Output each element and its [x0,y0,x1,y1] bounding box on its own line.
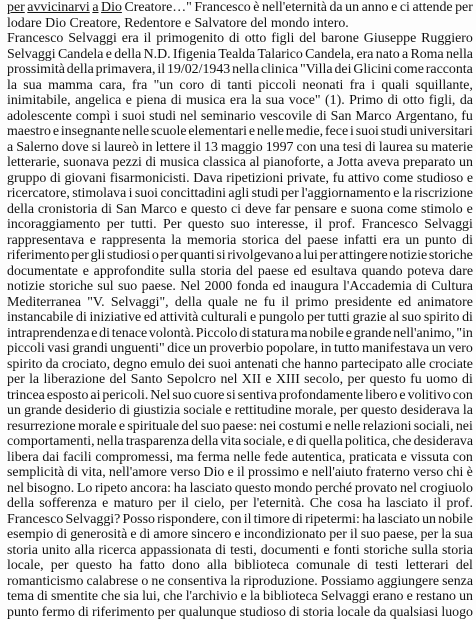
text-line: Francesco Selvaggi era il primogenito di otto figli del barone Giuseppe Ruggiero [7,31,473,46]
text-line: libera dai facili compromessi, ma ferma nelle fede autentica, praticata e vissuta con [7,449,473,465]
text-line: spirito da crociato, degno emulo dei suoi antenati che hanno partecipato alle crociate [7,356,473,372]
text-line: esempio di generosità e di amore sincero e incondizionato per il suo paese, per la sua [7,527,473,542]
text-line: riferimento per gli studiosi o per quanti si rivolgevano a lui per attingere notizie storiche [7,248,473,263]
text-line: della sofferenza e maturo per il cielo, per l'eternità. Che cosa ha lasciato il prof. [7,496,473,511]
text-line: la sua mamma cara, fra "un coro di tanti piccoli neonati fra i quali squillante, [7,77,473,93]
text-line: Mediterranea "V. Selvaggi", della quale ne fu il primo presidente ed animatore [7,294,473,310]
text-line: tema di smentite che sia lui, che l'archivio e la biblioteca Selvaggi erano e restano un [7,589,473,604]
text-line: letterarie, suonava pezzi di musica classica al pianoforte, a Jotta aveva preparato un [7,155,473,170]
text-line: comportamenti, nella trasparenza della vita sociale, e di quella politica, che desiderava [7,434,473,449]
text-line: storia unito alla ricerca appassionata di testi, documenti e fonti storiche sulla storia [7,542,473,558]
text-line: adolescente compì i suoi studi nel seminario vescovile di San Marco Argentano, fu [7,108,473,124]
text-line: notizie storiche sul suo paese. Nel 2000 fonda ed inaugura l'Accademia di Cultura [7,279,473,294]
text-line: ricercatore, stimolava i suoi concittadini agli studi per l'aggiornamento e la riscrizione [7,186,473,201]
text-line: gruppo di giovani fisarmonicisti. Dava ripetizioni private, fu attivo come studioso e [7,170,473,186]
text-line: a Salerno dove si laureò in lettere il 13 maggio 1997 con una tesi di laurea su materie [7,139,473,155]
text-line: instancabile di iniziative ed attività culturali e pungolo per tutti grazie al suo spirito di [7,310,473,325]
text-line: lodare Dio Creatore, Redentore e Salvatore del mondo intero. [7,15,349,31]
text-line: resurrezione morale e spirituale del suo paese: nei costumi e nelle relazioni sociali, nei [7,418,473,434]
text-line: nel bisogno. Lo ripeto ancora: ha lasciato questo mondo perché provato nel crogiuolo [7,480,473,496]
text-line: locale, per questo ha fatto dono alla biblioteca comunale di testi letterari del [7,558,473,573]
text-line: Francesco Selvaggi? Posso rispondere, con il timore di ripetermi: ha lasciato un nobile [7,511,473,527]
text-line: incoraggiamento per tutti. Per questo suo interesse, il prof. Francesco Selvaggi [7,217,473,232]
text-line: Selvaggi Candela e della N.D. Ifigenia Tealda Talarico Candela, era nato a Roma nella [7,46,473,62]
text-line: piccoli vasi grandi unguenti" dice un proverbio popolare, in tutto manifestava un vero [7,341,473,356]
text-line: inimitabile, angelica e piena di musica era la sua voce" (1). Primo di otto figli, da [7,93,473,108]
text-line: per avvicinarvi a Dio Creatore…" Francesco è nell'eternità da un anno e ci attende per [7,0,473,15]
text-line: rappresentava e rappresenta la memoria storica del paese infatti era un punto di [7,232,473,248]
text-line: trincea esposto ai pericoli. Nel suo cuore si sentiva profondamente libero e volitivo con [7,387,473,403]
text-line: documentate e approfondite sulla storia del paese ed esultava quando poteva dare [7,263,473,279]
text-line: punto fermo di riferimento per qualunque studioso di storia locale da qualsiasi luogo [7,604,473,620]
text-line: un grande desiderio di giustizia sociale e rettitudine morale, per questo desiderava la [7,403,473,418]
text-line: della cronistoria di San Marco e questo ci deve far pensare e suona come stimolo e [7,201,473,217]
text-line: prossimità della primavera, il 19/02/1943 nella clinica "Villa dei Glicini come racconta [7,62,473,77]
text-line: intraprendenza e di tenace volontà. Piccolo di statura ma nobile e grande nell'animo, "in [7,325,473,341]
document-body-text [7,0,473,620]
text-line: semplicità di vita, nell'amore verso Dio e il prossimo e nell'aiuto fraterno verso chi è [7,465,473,480]
text-line: maestro e insegnante nelle scuole elementari e nelle medie, fece i suoi studi universitari [7,124,473,139]
text-line: per la liberazione del Santo Sepolcro nel XII e XIII secolo, per questo fu uomo di [7,372,473,387]
text-line: romanticismo calabrese o ne consentiva la riproduzione. Possiamo aggiungere senza [7,573,473,589]
